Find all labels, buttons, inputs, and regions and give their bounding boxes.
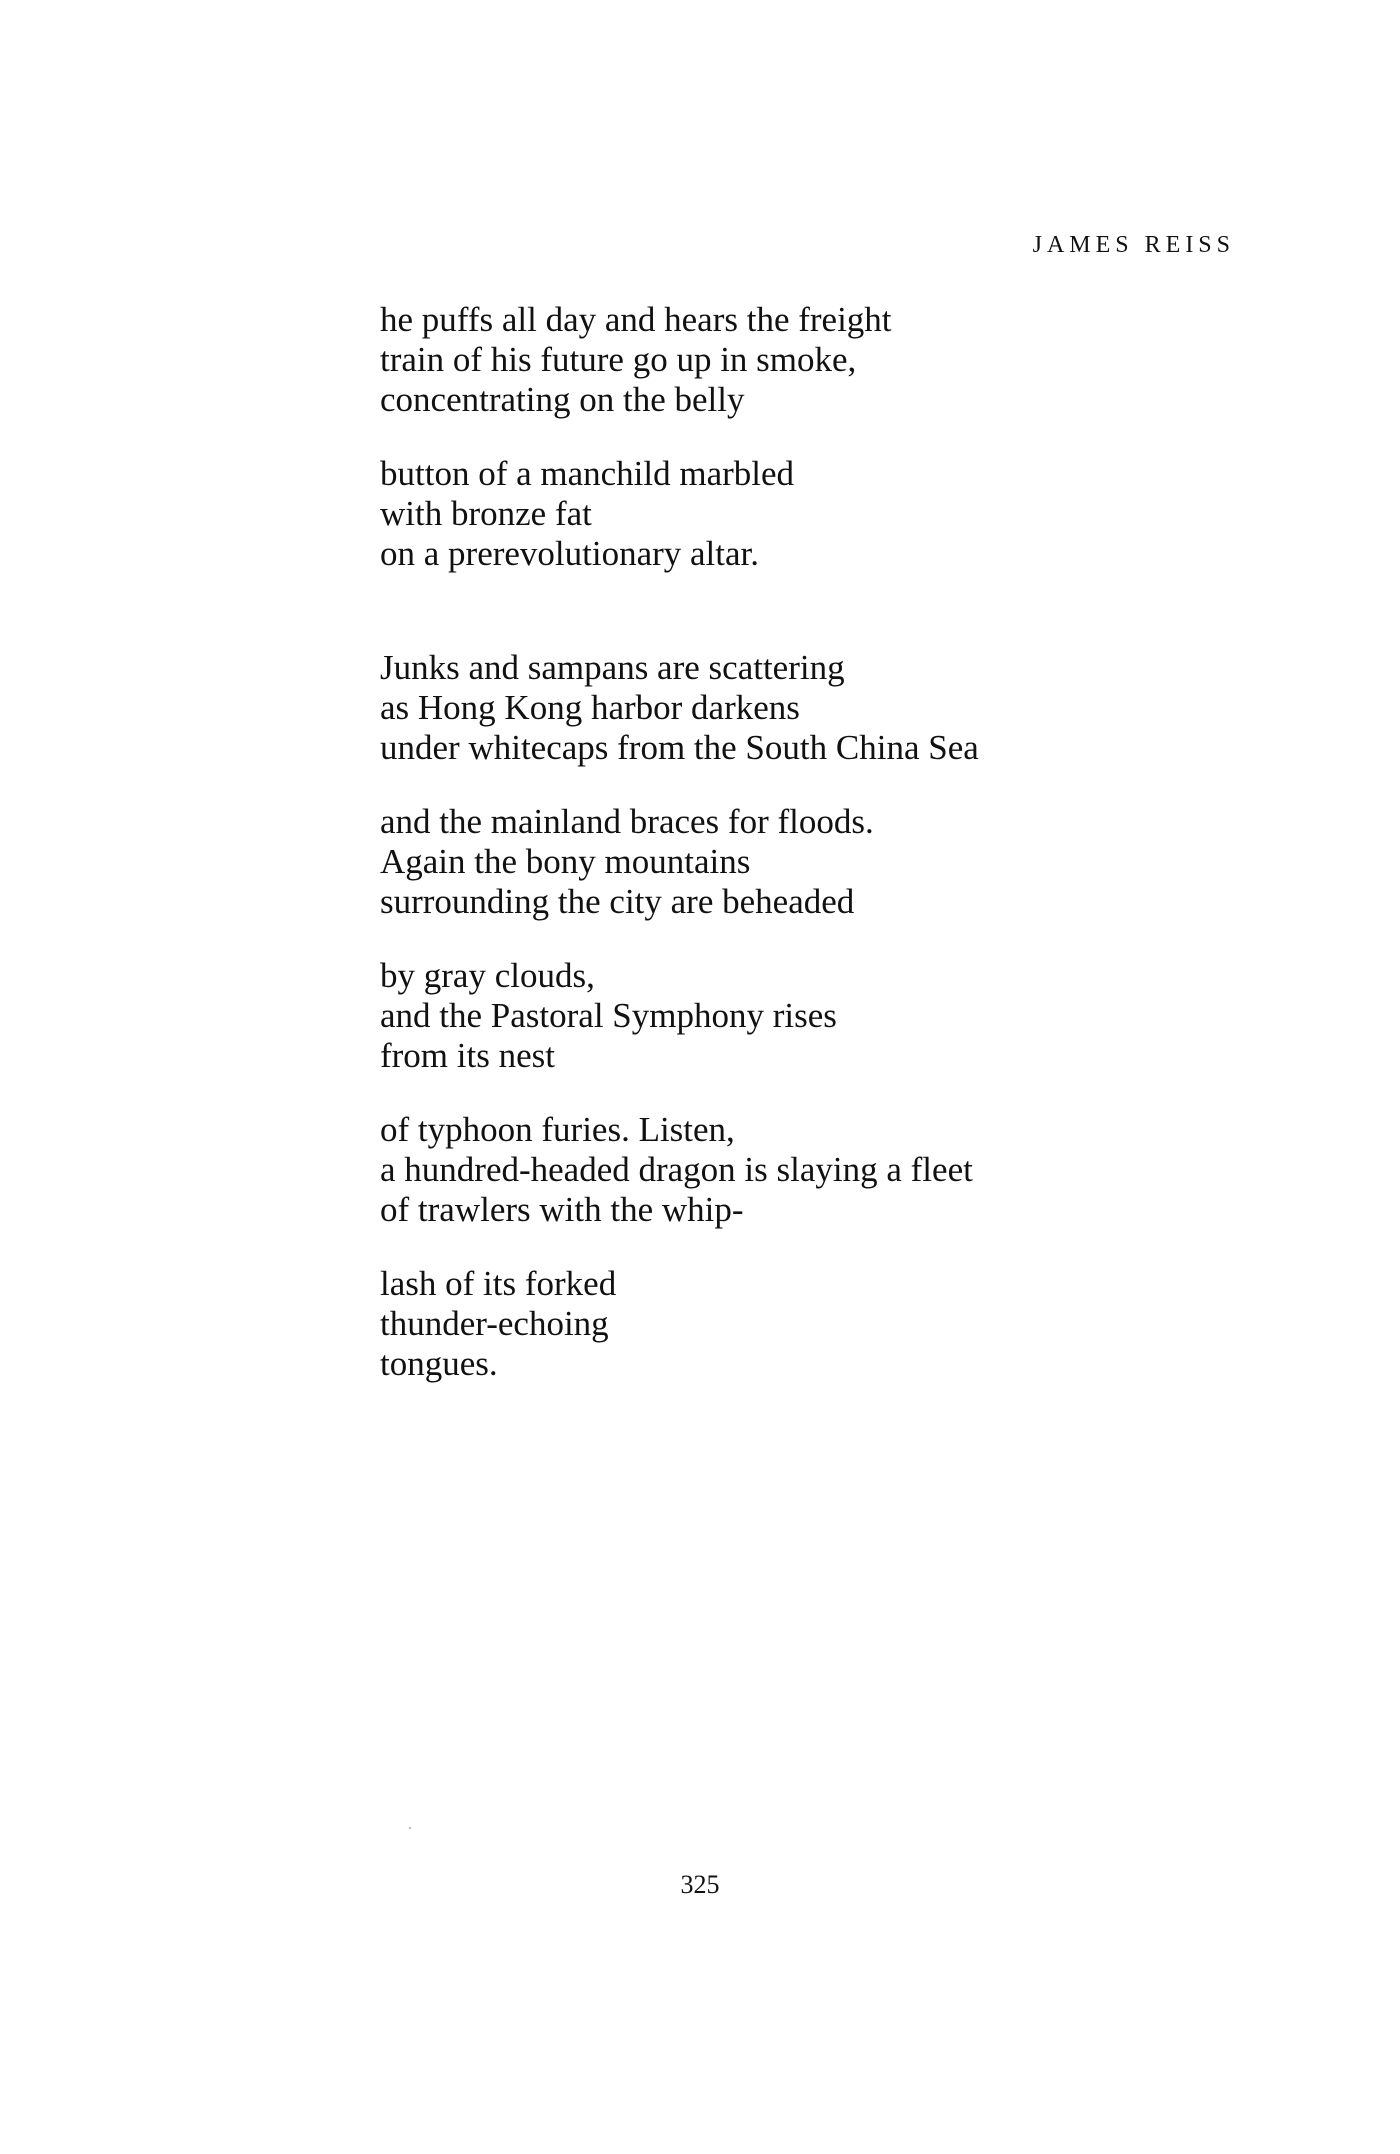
poem-line: of typhoon furies. Listen, (380, 1110, 735, 1149)
page-number: 325 (680, 1870, 720, 1899)
stanza-1 (380, 300, 1280, 420)
poem-body (380, 300, 1280, 1384)
stanza-5 (380, 956, 1280, 1076)
stanza-3 (380, 648, 1280, 768)
poem-line: thunder-echoing (380, 1304, 609, 1343)
poem-line: button of a manchild marbled (380, 454, 795, 493)
stanza-6 (380, 1110, 1280, 1230)
poem-line: a hundred-headed dragon is slaying a fleet (380, 1150, 973, 1189)
poem-line: surrounding the city are beheaded (380, 882, 855, 921)
poem-line: he puffs all day and hears the freight (380, 300, 892, 339)
poem-line: and the Pastoral Symphony rises (380, 996, 837, 1035)
poem-line: Junks and sampans are scattering (380, 648, 845, 687)
stanza-2 (380, 454, 1280, 574)
poem-line: of trawlers with the whip- (380, 1190, 744, 1229)
poem-line: under whitecaps from the South China Sea (380, 728, 979, 767)
poem-line: on a prerevolutionary altar. (380, 534, 760, 573)
poem-line: with bronze fat (380, 494, 592, 533)
stanza-7 (380, 1264, 1280, 1384)
poem-line: and the mainland braces for floods. (380, 802, 874, 841)
running-head: JAMES REISS (1032, 232, 1235, 258)
paper-speck (409, 1827, 411, 1829)
poem-line: from its nest (380, 1036, 555, 1075)
poem-line: lash of its forked (380, 1264, 617, 1303)
stanza-4 (380, 802, 1280, 922)
poem-line: as Hong Kong harbor darkens (380, 688, 800, 727)
poem-line: Again the bony mountains (380, 842, 751, 881)
poem-line: train of his future go up in smoke, (380, 340, 857, 379)
poem-line: by gray clouds, (380, 956, 595, 995)
poem-line: tongues. (380, 1344, 498, 1383)
section-break (380, 574, 1280, 648)
poem-line: concentrating on the belly (380, 380, 745, 419)
